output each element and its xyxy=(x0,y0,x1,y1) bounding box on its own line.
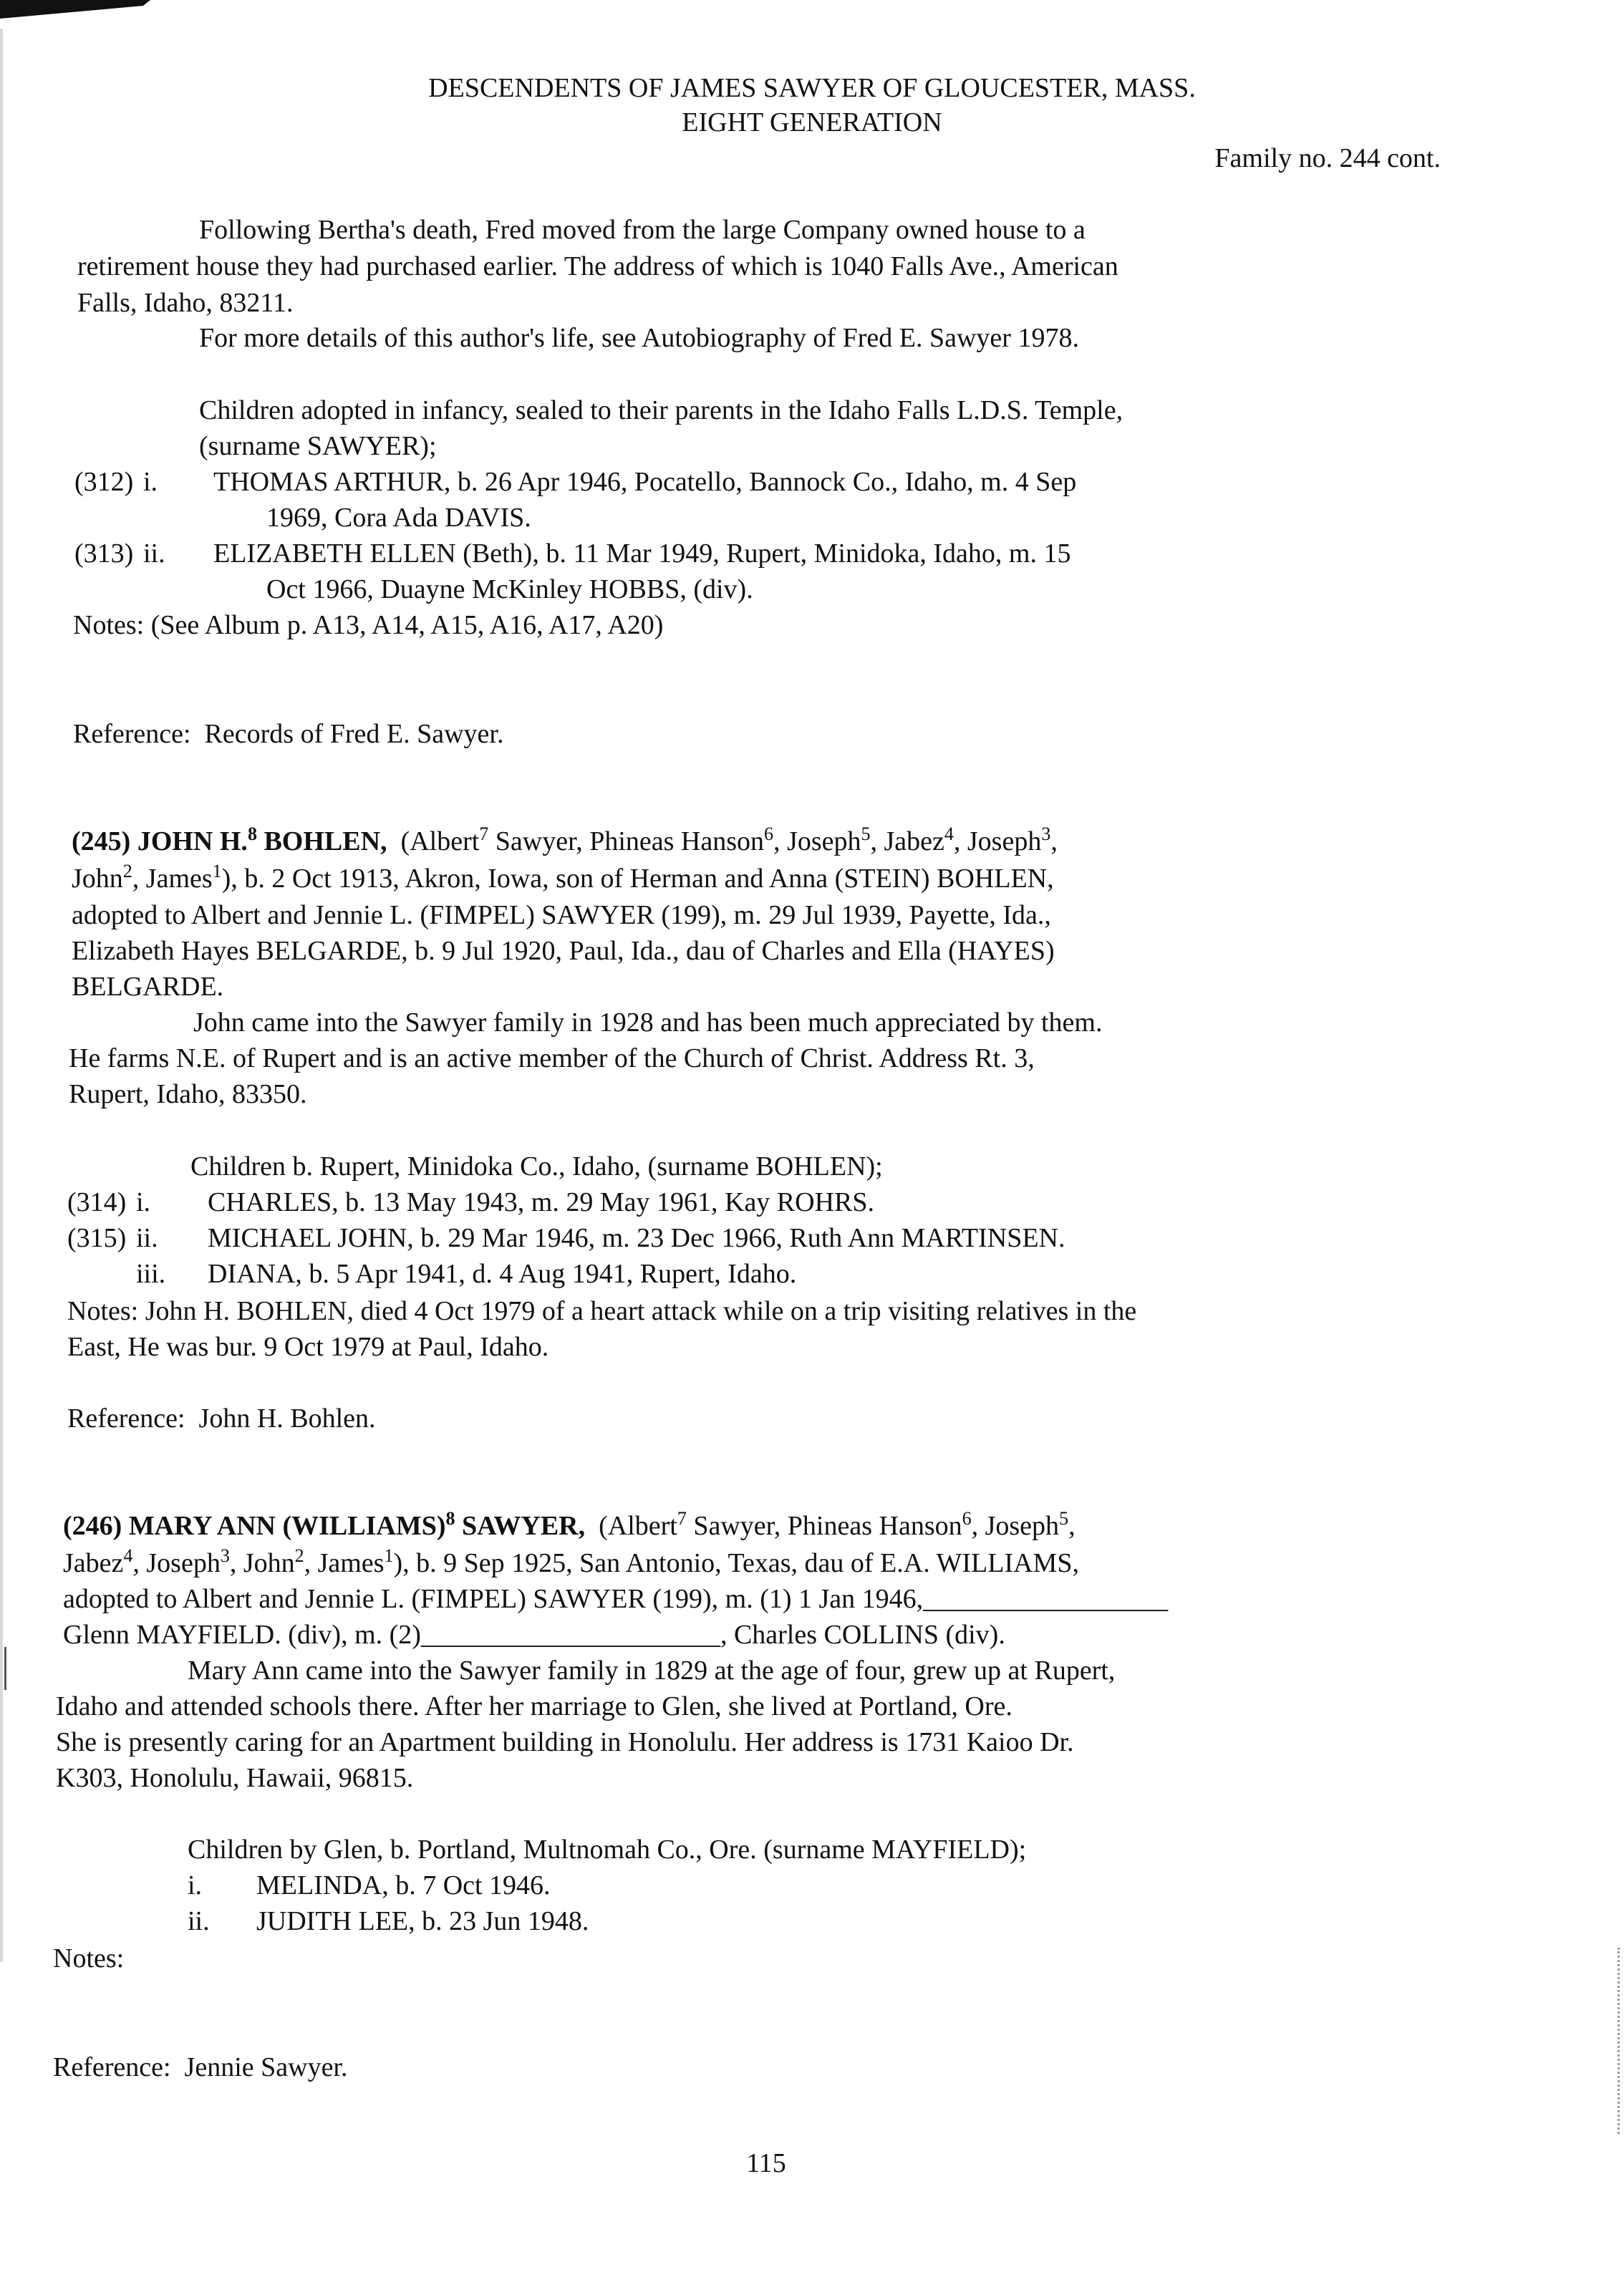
family244-reference xyxy=(73,716,503,752)
reference-text: Jennie Sawyer. xyxy=(184,2052,348,2082)
child-text: THOMAS ARTHUR, b. 26 Apr 1946, Pocatello, Bannock Co., Idaho, m. 4 Sep xyxy=(213,467,1077,497)
family245-notes-line1: Notes: John H. BOHLEN, died 4 Oct 1979 of a heart attack while on a trip visiting relatives in the xyxy=(67,1296,1137,1326)
list-item xyxy=(188,1868,551,1903)
child-numeral: i. xyxy=(188,1870,203,1900)
family246-bio-line4: Glenn MAYFIELD. (div), m. (2)______________________, Charles COLLINS (div). xyxy=(63,1620,1005,1650)
family245-bio-line3: adopted to Albert and Jennie L. (FIMPEL) SAWYER (199), m. 29 Jul 1939, Payette, Ida., xyxy=(72,900,1051,930)
child-text: CHARLES, b. 13 May 1943, m. 29 May 1961, Kay ROHRS. xyxy=(208,1187,875,1217)
list-item xyxy=(67,1256,796,1292)
lineage-text: Sawyer, Phineas Hanson xyxy=(488,826,765,856)
family245-notes-line2: East, He was bur. 9 Oct 1979 at Paul, Idaho. xyxy=(67,1332,549,1362)
family245-bio-line5: BELGARDE. xyxy=(72,972,224,1002)
child-ref: (314) xyxy=(67,1187,127,1217)
child-numeral: ii. xyxy=(136,1223,158,1253)
lineage-text: Jabez xyxy=(63,1548,124,1578)
scan-left-edge xyxy=(0,29,3,1962)
family245-reference xyxy=(67,1401,376,1436)
lineage-text: ), b. 9 Sep 1925, San Antonio, Texas, dau of E.A. WILLIAMS, xyxy=(393,1548,1079,1578)
lineage-text: , Jabez xyxy=(870,826,944,856)
child-ref: (313) xyxy=(74,538,134,569)
family244-notes xyxy=(73,607,663,643)
entry-number: (246) xyxy=(63,1511,122,1541)
generation-superscript: 2 xyxy=(122,861,132,881)
family244-children-intro-line2: (surname SAWYER); xyxy=(199,431,437,461)
family246-notes-label: Notes: xyxy=(53,1943,125,1973)
lineage-text: , xyxy=(1068,1511,1076,1541)
generation-superscript: 4 xyxy=(944,823,954,844)
entry-name: JOHN H. xyxy=(137,826,248,856)
child-ref: (315) xyxy=(67,1223,127,1253)
lineage-text: (Albert xyxy=(400,826,480,856)
list-item xyxy=(74,536,1070,571)
lineage-text: , xyxy=(1050,826,1058,856)
family246-bio-line2 xyxy=(63,1545,1079,1581)
lineage-text: , James xyxy=(304,1548,385,1578)
generation-superscript: 3 xyxy=(1041,823,1051,844)
family246-heading xyxy=(63,1508,1076,1544)
lineage-text: John xyxy=(72,864,123,894)
generation-superscript: 7 xyxy=(479,823,489,844)
generation-superscript: 7 xyxy=(677,1508,687,1529)
lineage-text: , John xyxy=(229,1548,295,1578)
generation-superscript: 5 xyxy=(861,823,871,844)
family246-para-line3: She is presently caring for an Apartment building in Honolulu. Her address is 1731 Kaioo Dr. xyxy=(56,1727,1074,1757)
family246-reference xyxy=(53,2049,348,2085)
generation-superscript: 1 xyxy=(212,861,222,881)
lineage-text: , Joseph xyxy=(953,826,1042,856)
family245-para-line3: Rupert, Idaho, 83350. xyxy=(69,1079,307,1109)
scan-corner-mark xyxy=(0,0,158,19)
page-number: 115 xyxy=(746,2148,786,2178)
family245-heading xyxy=(72,823,1058,859)
entry-number: (245) xyxy=(72,826,131,856)
generation-superscript: 6 xyxy=(764,823,774,844)
family245-para-line2: He farms N.E. of Rupert and is an active member of the Church of Christ. Address Rt. 3, xyxy=(69,1043,1035,1073)
family-number: Family no. 244 cont. xyxy=(1214,143,1441,173)
family244-para1-line3: Falls, Idaho, 83211. xyxy=(77,288,294,318)
lineage-text: Sawyer, Phineas Hanson xyxy=(686,1511,962,1541)
lineage-text: ), b. 2 Oct 1913, Akron, Iowa, son of Herman and Anna (STEIN) BOHLEN, xyxy=(221,864,1054,894)
lineage-text: , Joseph xyxy=(132,1548,221,1578)
family244-para2: For more details of this author's life, see Autobiography of Fred E. Sawyer 1978. xyxy=(199,323,1079,353)
generation-superscript: 6 xyxy=(962,1508,972,1529)
child-numeral: i. xyxy=(143,467,158,497)
child-text-cont: 1969, Cora Ada DAVIS. xyxy=(266,503,531,533)
reference-label: Reference: xyxy=(67,1404,185,1434)
entry-surname: BOHLEN, xyxy=(264,826,387,856)
generation-superscript: 4 xyxy=(123,1545,133,1566)
child-text-cont: Oct 1966, Duayne McKinley HOBBS, (div). xyxy=(266,574,753,604)
lineage-text: , James xyxy=(132,864,213,894)
family246-para-line2: Idaho and attended schools there. After her marriage to Glen, she lived at Portland, Ore. xyxy=(56,1691,1012,1721)
entry-name: MARY ANN (WILLIAMS) xyxy=(128,1511,446,1541)
family246-para-line4: K303, Honolulu, Hawaii, 96815. xyxy=(56,1763,414,1793)
generation-superscript: 2 xyxy=(294,1545,304,1566)
generation-superscript: 8 xyxy=(445,1508,455,1529)
lineage-text: , Joseph xyxy=(971,1511,1060,1541)
reference-text: John H. Bohlen. xyxy=(198,1404,376,1434)
child-numeral: i. xyxy=(136,1187,151,1217)
family246-children-intro: Children by Glen, b. Portland, Multnomah Co., Ore. (surname MAYFIELD); xyxy=(188,1835,1027,1865)
page-title: DESCENDENTS OF JAMES SAWYER OF GLOUCESTER, MASS. xyxy=(428,73,1196,103)
list-item xyxy=(188,1903,589,1939)
reference-label: Reference: xyxy=(53,2052,171,2082)
list-item xyxy=(74,464,1076,500)
child-ref: (312) xyxy=(74,467,134,497)
child-numeral: ii. xyxy=(143,538,165,569)
notes-label: Notes: xyxy=(73,610,145,640)
reference-label: Reference: xyxy=(73,719,191,749)
page-subtitle: EIGHT GENERATION xyxy=(682,107,942,137)
child-text: MELINDA, b. 7 Oct 1946. xyxy=(256,1870,551,1900)
child-numeral: iii. xyxy=(136,1259,166,1289)
family244-para1-line2: retirement house they had purchased earlier. The address of which is 1040 Falls Ave., American xyxy=(77,251,1118,281)
entry-surname: SAWYER, xyxy=(462,1511,586,1541)
lineage-text: (Albert xyxy=(599,1511,677,1541)
generation-superscript: 8 xyxy=(247,823,257,844)
generation-superscript: 1 xyxy=(384,1545,394,1566)
reference-text: Records of Fred E. Sawyer. xyxy=(204,719,504,749)
scan-left-mark xyxy=(4,1647,6,1690)
family245-bio-line4: Elizabeth Hayes BELGARDE, b. 9 Jul 1920, Paul, Ida., dau of Charles and Ella (HAYES) xyxy=(72,936,1055,966)
generation-superscript: 3 xyxy=(220,1545,230,1566)
family246-bio-line3: adopted to Albert and Jennie L. (FIMPEL) SAWYER (199), m. (1) 1 Jan 1946,__________________ xyxy=(63,1584,1169,1614)
child-text: ELIZABETH ELLEN (Beth), b. 11 Mar 1949, Rupert, Minidoka, Idaho, m. 15 xyxy=(213,538,1071,569)
notes-text: (See Album p. A13, A14, A15, A16, A17, A20) xyxy=(150,610,664,640)
child-numeral: ii. xyxy=(188,1906,210,1936)
family245-para-line1: John came into the Sawyer family in 1928 and has been much appreciated by them. xyxy=(193,1008,1103,1038)
lineage-text: , Joseph xyxy=(773,826,861,856)
child-text: MICHAEL JOHN, b. 29 Mar 1946, m. 23 Dec 1966, Ruth Ann MARTINSEN. xyxy=(208,1223,1065,1253)
family245-bio-line2 xyxy=(72,861,1054,897)
family244-para1-line1: Following Bertha's death, Fred moved from the large Company owned house to a xyxy=(199,215,1086,245)
child-text: JUDITH LEE, b. 23 Jun 1948. xyxy=(256,1906,589,1936)
family245-children-intro: Children b. Rupert, Minidoka Co., Idaho, (surname BOHLEN); xyxy=(190,1151,883,1182)
list-item xyxy=(67,1184,874,1220)
family244-children-intro-line1: Children adopted in infancy, sealed to their parents in the Idaho Falls L.D.S. Temple, xyxy=(199,395,1123,425)
scan-right-edge xyxy=(1615,1948,1620,2134)
list-item xyxy=(67,1220,1065,1256)
family246-para-line1: Mary Ann came into the Sawyer family in 1829 at the age of four, grew up at Rupert, xyxy=(188,1656,1116,1686)
generation-superscript: 5 xyxy=(1059,1508,1069,1529)
child-text: DIANA, b. 5 Apr 1941, d. 4 Aug 1941, Rupert, Idaho. xyxy=(208,1259,797,1289)
